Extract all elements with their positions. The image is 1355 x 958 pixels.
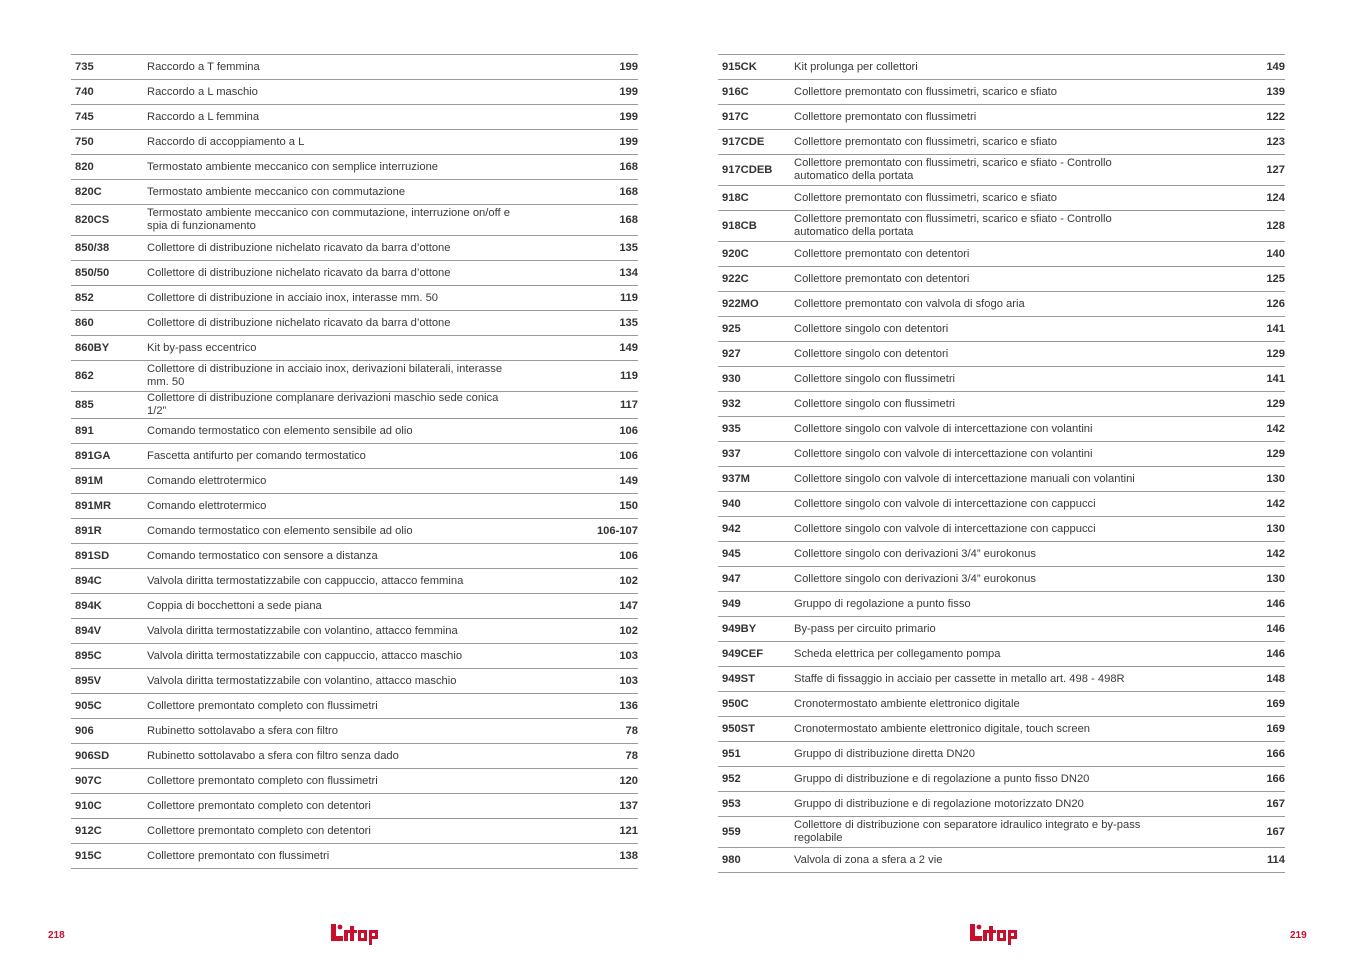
index-table-left [71, 54, 638, 869]
page-reference: 169 [1266, 722, 1285, 735]
article-description: Collettore premontato con valvola di sfogo aria [794, 297, 1025, 310]
table-row [718, 467, 1285, 492]
article-code: 894V [75, 624, 102, 637]
article-description: Collettore di distribuzione nichelato ricavato da barra d’ottone [147, 266, 451, 279]
article-code: 891R [75, 524, 102, 537]
page-reference: 123 [1266, 135, 1285, 148]
table-row [718, 592, 1285, 617]
page-reference: 168 [619, 185, 638, 198]
table-row [71, 819, 638, 844]
article-code: 917C [722, 110, 749, 123]
article-code: 949 [722, 597, 741, 610]
page-reference: 139 [1266, 85, 1285, 98]
article-code: 945 [722, 547, 741, 560]
page-reference: 119 [619, 291, 638, 304]
page-reference: 135 [619, 316, 638, 329]
article-description: Collettore di distribuzione in acciaio inox, interasse mm. 50 [147, 291, 439, 304]
page-reference: 106 [619, 549, 638, 562]
article-description: Collettore singolo con valvole di intercettazione con volantini [794, 422, 1093, 435]
article-code: 894C [75, 574, 102, 587]
article-description: Collettore premontato con flussimetri, scarico e sfiato [794, 191, 1058, 204]
page-reference: 149 [1266, 60, 1285, 73]
article-code: 852 [75, 291, 94, 304]
page-reference: 124 [1266, 191, 1285, 204]
page-reference: 121 [619, 824, 638, 837]
article-description: Collettore di distribuzione con separatore idraulico integrato e by-pass regolabile [794, 819, 1141, 844]
article-code: 950ST [722, 722, 755, 735]
article-description: Gruppo di distribuzione diretta DN20 [794, 747, 975, 760]
article-code: 952 [722, 772, 741, 785]
page-reference: 78 [625, 724, 638, 737]
article-code: 927 [722, 347, 741, 360]
article-code: 745 [75, 110, 94, 123]
article-code: 860BY [75, 341, 110, 354]
table-row [718, 717, 1285, 742]
article-description: Termostato ambiente meccanico con semplice interruzione [147, 160, 439, 173]
article-description: Collettore di distribuzione complanare derivazioni maschio sede conica 1/2” [147, 392, 499, 417]
page-reference: 134 [619, 266, 638, 279]
page-reference: 137 [619, 799, 638, 812]
table-row [718, 492, 1285, 517]
article-code: 950C [722, 697, 749, 710]
article-description: Collettore premontato con flussimetri, scarico e sfiato [794, 85, 1058, 98]
table-row [71, 311, 638, 336]
table-row [718, 367, 1285, 392]
table-row [718, 242, 1285, 267]
page-reference: 129 [1266, 347, 1285, 360]
article-description: Collettore singolo con valvole di intercettazione con cappucci [794, 497, 1096, 510]
page-number: 219 [1290, 930, 1307, 941]
article-code: 940 [722, 497, 741, 510]
page-reference: 102 [619, 574, 638, 587]
article-description: Collettore premontato con flussimetri [147, 849, 330, 862]
article-description: Collettore premontato completo con detentori [147, 824, 371, 837]
table-row [718, 567, 1285, 592]
table-row [71, 844, 638, 869]
article-code: 922C [722, 272, 749, 285]
page-reference: 78 [625, 749, 638, 762]
page-reference: 142 [1266, 422, 1285, 435]
table-row [718, 848, 1285, 873]
page-reference: 169 [1266, 697, 1285, 710]
page-reference: 147 [619, 599, 638, 612]
article-code: 820 [75, 160, 94, 173]
article-code: 907C [75, 774, 102, 787]
page-reference: 199 [619, 85, 638, 98]
article-code: 949CEF [722, 647, 764, 660]
article-code: 891SD [75, 549, 110, 562]
table-row [718, 186, 1285, 211]
article-description: Collettore di distribuzione nichelato ricavato da barra d’ottone [147, 316, 451, 329]
article-description: Collettore premontato completo con detentori [147, 799, 371, 812]
article-description: Collettore singolo con flussimetri [794, 372, 956, 385]
page-reference: 122 [1266, 110, 1285, 123]
article-code: 915CK [722, 60, 757, 73]
article-description: Kit by-pass eccentrico [147, 341, 257, 354]
table-row [71, 469, 638, 494]
page-reference: 119 [619, 369, 638, 382]
table-row [718, 80, 1285, 105]
article-description: Fascetta antifurto per comando termostatico [147, 449, 366, 462]
article-description: Comando termostatico con elemento sensibile ad olio [147, 424, 413, 437]
table-row [71, 361, 638, 392]
article-description: Scheda elettrica per collegamento pompa [794, 647, 1001, 660]
table-row [71, 494, 638, 519]
page-reference: 166 [1266, 772, 1285, 785]
article-description: Collettore premontato con flussimetri, scarico e sfiato - Controllo automatico della portata [794, 157, 1112, 182]
article-description: Rubinetto sottolavabo a sfera con filtro senza dado [147, 749, 399, 762]
article-description: Collettore singolo con derivazioni 3/4” eurokonus [794, 547, 1036, 560]
table-row [718, 342, 1285, 367]
table-row [71, 594, 638, 619]
article-description: Rubinetto sottolavabo a sfera con filtro [147, 724, 338, 737]
article-description: Cronotermostato ambiente elettronico digitale, touch screen [794, 722, 1091, 735]
article-code: 922MO [722, 297, 759, 310]
table-row [71, 392, 638, 419]
table-row [718, 155, 1285, 186]
article-description: Raccordo a L maschio [147, 85, 258, 98]
article-code: 891M [75, 474, 103, 487]
article-code: 980 [722, 853, 741, 866]
article-description: Valvola diritta termostatizzabile con volantino, attacco femmina [147, 624, 458, 637]
article-description: Collettore premontato con detentori [794, 272, 970, 285]
index-table-right [718, 54, 1285, 873]
table-row [718, 417, 1285, 442]
table-row [718, 642, 1285, 667]
table-row [71, 236, 638, 261]
article-description: Collettore singolo con flussimetri [794, 397, 956, 410]
table-row [71, 261, 638, 286]
page-reference: 138 [619, 849, 638, 862]
page-reference: 130 [1266, 522, 1285, 535]
table-row [718, 692, 1285, 717]
page-reference: 140 [1266, 247, 1285, 260]
table-row [718, 317, 1285, 342]
itap-logo [330, 922, 386, 946]
article-code: 959 [722, 825, 741, 838]
table-row [71, 444, 638, 469]
page-reference: 142 [1266, 497, 1285, 510]
article-description: Collettore singolo con detentori [794, 347, 949, 360]
article-code: 917CDEB [722, 163, 773, 176]
article-description: Comando termostatico con sensore a distanza [147, 549, 378, 562]
article-code: 885 [75, 398, 94, 411]
page-reference: 167 [1266, 825, 1285, 838]
page-reference: 117 [619, 398, 638, 411]
page-reference: 114 [1266, 853, 1285, 866]
article-code: 860 [75, 316, 94, 329]
article-code: 735 [75, 60, 94, 73]
article-code: 894K [75, 599, 102, 612]
table-row [718, 667, 1285, 692]
table-row [71, 669, 638, 694]
article-description: Comando elettrotermico [147, 499, 267, 512]
page-reference: 120 [619, 774, 638, 787]
article-code: 920C [722, 247, 749, 260]
article-description: Collettore di distribuzione nichelato ricavato da barra d’ottone [147, 241, 451, 254]
article-description: Collettore premontato con flussimetri, scarico e sfiato [794, 135, 1058, 148]
article-description: Collettore di distribuzione in acciaio inox, derivazioni bilaterali, interasse mm. 50 [147, 363, 503, 388]
article-code: 918CB [722, 219, 757, 232]
table-row [71, 180, 638, 205]
article-description: Raccordo di accoppiamento a L [147, 135, 305, 148]
table-row [718, 792, 1285, 817]
article-description: Collettore premontato con detentori [794, 247, 970, 260]
article-description: Gruppo di distribuzione e di regolazione a punto fisso DN20 [794, 772, 1090, 785]
article-code: 953 [722, 797, 741, 810]
page-reference: 199 [619, 135, 638, 148]
table-row [718, 292, 1285, 317]
article-code: 850/38 [75, 241, 110, 254]
table-row [718, 211, 1285, 242]
article-description: Cronotermostato ambiente elettronico digitale [794, 697, 1020, 710]
article-code: 912C [75, 824, 102, 837]
page-reference: 128 [1266, 219, 1285, 232]
article-description: Raccordo a T femmina [147, 60, 260, 73]
table-row [71, 569, 638, 594]
table-row [71, 519, 638, 544]
table-row [71, 794, 638, 819]
table-row [71, 744, 638, 769]
article-description: Termostato ambiente meccanico con commutazione [147, 185, 406, 198]
page-reference: 146 [1266, 597, 1285, 610]
article-description: Kit prolunga per collettori [794, 60, 918, 73]
table-row [718, 617, 1285, 642]
table-row [71, 769, 638, 794]
article-description: Comando termostatico con elemento sensibile ad olio [147, 524, 413, 537]
article-code: 895V [75, 674, 102, 687]
page-reference: 130 [1266, 572, 1285, 585]
table-row [71, 55, 638, 80]
table-row [71, 544, 638, 569]
article-description: Gruppo di regolazione a punto fisso [794, 597, 971, 610]
page-reference: 126 [1266, 297, 1285, 310]
article-description: Comando elettrotermico [147, 474, 267, 487]
page-reference: 136 [619, 699, 638, 712]
article-description: By-pass per circuito primario [794, 622, 936, 635]
article-code: 942 [722, 522, 741, 535]
article-code: 895C [75, 649, 102, 662]
table-row [718, 517, 1285, 542]
article-code: 949ST [722, 672, 755, 685]
table-row [718, 767, 1285, 792]
article-code: 937M [722, 472, 750, 485]
table-row [71, 130, 638, 155]
article-code: 930 [722, 372, 741, 385]
article-code: 951 [722, 747, 741, 760]
page-number: 218 [48, 930, 65, 941]
left-page [0, 0, 677, 958]
page-reference: 102 [619, 624, 638, 637]
page-reference: 166 [1266, 747, 1285, 760]
page-reference: 142 [1266, 547, 1285, 560]
article-description: Collettore singolo con valvole di intercettazione con cappucci [794, 522, 1096, 535]
article-description: Gruppo di distribuzione e di regolazione motorizzato DN20 [794, 797, 1084, 810]
article-code: 910C [75, 799, 102, 812]
article-code: 905C [75, 699, 102, 712]
article-description: Collettore premontato con flussimetri, scarico e sfiato - Controllo automatico della portata [794, 213, 1112, 238]
article-description: Valvola diritta termostatizzabile con cappuccio, attacco femmina [147, 574, 464, 587]
page-reference: 129 [1266, 397, 1285, 410]
article-description: Valvola diritta termostatizzabile con cappuccio, attacco maschio [147, 649, 463, 662]
article-description: Coppia di bocchettoni a sede piana [147, 599, 322, 612]
page-reference: 199 [619, 110, 638, 123]
page-reference: 106 [619, 424, 638, 437]
table-row [71, 719, 638, 744]
article-code: 820C [75, 185, 102, 198]
article-description: Staffe di fissaggio in acciaio per cassette in metallo art. 498 - 498R [794, 672, 1125, 685]
article-code: 915C [75, 849, 102, 862]
page-reference: 167 [1266, 797, 1285, 810]
table-row [71, 286, 638, 311]
article-code: 925 [722, 322, 741, 335]
page-reference: 146 [1266, 622, 1285, 635]
table-row [718, 392, 1285, 417]
table-row [71, 419, 638, 444]
table-row [71, 105, 638, 130]
table-row [718, 442, 1285, 467]
page-reference: 199 [619, 60, 638, 73]
article-description: Collettore singolo con valvole di intercettazione manuali con volantini [794, 472, 1135, 485]
right-page [677, 0, 1355, 958]
article-code: 891MR [75, 499, 112, 512]
article-code: 947 [722, 572, 741, 585]
page-reference: 150 [619, 499, 638, 512]
page-reference: 146 [1266, 647, 1285, 660]
article-code: 906SD [75, 749, 110, 762]
article-description: Collettore singolo con detentori [794, 322, 949, 335]
page-reference: 129 [1266, 447, 1285, 460]
page-reference: 141 [1266, 322, 1285, 335]
table-row [718, 105, 1285, 130]
page-reference: 141 [1266, 372, 1285, 385]
article-description: Collettore premontato completo con flussimetri [147, 699, 378, 712]
table-row [71, 694, 638, 719]
page-reference: 106 [619, 449, 638, 462]
itap-logo [969, 922, 1025, 946]
article-code: 949BY [722, 622, 757, 635]
article-code: 932 [722, 397, 741, 410]
article-code: 740 [75, 85, 94, 98]
table-row [71, 336, 638, 361]
article-description: Raccordo a L femmina [147, 110, 260, 123]
article-code: 850/50 [75, 266, 110, 279]
article-description: Collettore premontato con flussimetri [794, 110, 977, 123]
page-reference: 103 [619, 649, 638, 662]
page-reference: 125 [1266, 272, 1285, 285]
article-code: 891 [75, 424, 94, 437]
article-description: Termostato ambiente meccanico con commutazione, interruzione on/off e spia di funzionamento [147, 207, 510, 232]
article-code: 937 [722, 447, 741, 460]
article-code: 891GA [75, 449, 111, 462]
page-reference: 148 [1266, 672, 1285, 685]
article-description: Valvola di zona a sfera a 2 vie [794, 853, 943, 866]
table-row [718, 267, 1285, 292]
article-code: 917CDE [722, 135, 765, 148]
page-reference: 130 [1266, 472, 1285, 485]
article-code: 906 [75, 724, 94, 737]
article-code: 935 [722, 422, 741, 435]
table-row [718, 542, 1285, 567]
page-reference: 106-107 [596, 524, 638, 537]
table-row [718, 817, 1285, 848]
page-reference: 149 [619, 341, 638, 354]
table-row [718, 55, 1285, 80]
page-reference: 149 [619, 474, 638, 487]
page-reference: 168 [619, 160, 638, 173]
table-row [718, 130, 1285, 155]
article-description: Collettore singolo con valvole di intercettazione con volantini [794, 447, 1093, 460]
article-code: 750 [75, 135, 94, 148]
article-code: 916C [722, 85, 749, 98]
page-reference: 168 [619, 213, 638, 226]
article-code: 820CS [75, 213, 110, 226]
article-code: 918C [722, 191, 749, 204]
table-row [718, 742, 1285, 767]
table-row [71, 619, 638, 644]
table-row [71, 205, 638, 236]
article-code: 862 [75, 369, 94, 382]
article-description: Collettore premontato completo con flussimetri [147, 774, 378, 787]
table-row [71, 80, 638, 105]
page-reference: 135 [619, 241, 638, 254]
page-reference: 103 [619, 674, 638, 687]
article-description: Valvola diritta termostatizzabile con volantino, attacco maschio [147, 674, 457, 687]
page-reference: 127 [1266, 163, 1285, 176]
table-row [71, 155, 638, 180]
table-row [71, 644, 638, 669]
article-description: Collettore singolo con derivazioni 3/4” eurokonus [794, 572, 1036, 585]
